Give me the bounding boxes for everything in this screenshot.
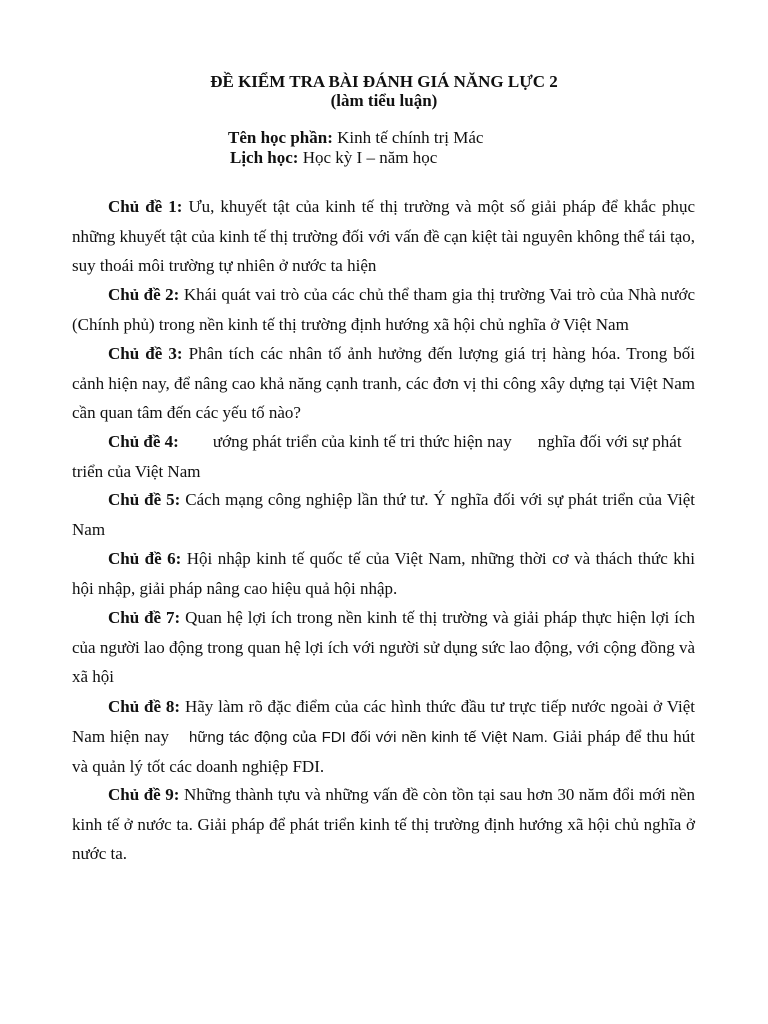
topic-text: Quan hệ lợi ích trong nền kinh tế thị trường và giải pháp thực hiện lợi ích của người lao động trong quan hệ lợi ích với người sử dụng sức lao động, với cộng đồng và xã hội	[72, 608, 695, 686]
topic-5	[72, 485, 695, 544]
topic-text-a: Hãy làm rõ đặc điểm của các hình thức đầu tư trực tiếp nước ngoài ở Việt Nam hiện nay	[72, 697, 695, 746]
topic-1	[72, 192, 695, 281]
topic-7	[72, 603, 695, 692]
topic-label: Chủ đề 4:	[108, 432, 179, 451]
topic-label: Chủ đề 3:	[108, 344, 183, 363]
schedule-line	[230, 148, 437, 168]
topic-6	[72, 544, 695, 603]
course-label: Tên học phần:	[228, 128, 333, 147]
topic-3	[72, 339, 695, 428]
topic-text: Cách mạng công nghiệp lần thứ tư. Ý nghĩa đối với sự phát triển của Việt Nam	[72, 490, 696, 539]
topic-4	[72, 427, 695, 486]
topic-text-b: nghĩa đối với sự phát triển của Việt Nam	[72, 432, 682, 481]
schedule-value: Học kỳ I – năm học	[302, 148, 438, 167]
course-value: Kinh tế chính trị Mác	[337, 128, 484, 147]
topic-8	[72, 692, 695, 782]
topic-label: Chủ đề 5:	[108, 490, 181, 509]
topic-label: Chủ đề 8:	[108, 697, 181, 716]
topic-text: Phân tích các nhân tố ảnh hưởng đến lượng giá trị hàng hóa. Trong bối cảnh hiện nay, để nâng cao khả năng cạnh tranh, các đơn vị thi công xây dựng tại Việt Nam cần quan tâm đến các yếu tố nào?	[72, 344, 696, 422]
topic-label: Chủ đề 1:	[108, 197, 183, 216]
topic-text-c: Giải pháp để thu hút và quản lý tốt các doanh nghiệp FDI.	[72, 726, 696, 776]
document-subtitle: (làm tiểu luận)	[330, 91, 438, 110]
topic-text: Ưu, khuyết tật của kinh tế thị trường và một số giải pháp để khắc phục những khuyết tật của kinh tế thị trường đối với vấn đề cạn kiệt tài nguyên không thể tái tạo, suy thoái môi trường tự nhiên ở nước ta hiện	[72, 197, 695, 275]
topic-label: Chủ đề 6:	[108, 549, 182, 568]
topic-2	[72, 280, 695, 339]
course-line	[228, 128, 483, 148]
topic-label: Chủ đề 2:	[108, 285, 180, 304]
topic-text-a: ướng phát triển của kinh tế tri thức hiện nay	[212, 432, 512, 451]
topic-9	[72, 780, 695, 869]
topic-text: Khái quát vai trò của các chủ thể tham gia thị trường Vai trò của Nhà nước (Chính phủ) trong nền kinh tế thị trường định hướng xã hội chủ nghĩa ở Việt Nam	[72, 285, 695, 334]
document-title: ĐỀ KIỂM TRA BÀI ĐÁNH GIÁ NĂNG LỰC 2	[210, 72, 558, 91]
topic-text-b: hững tác động của FDI đối với nền kinh tế Việt Nam.	[189, 728, 548, 746]
topic-text: Những thành tựu và những vấn đề còn tồn tại sau hơn 30 năm đổi mới nền kinh tế ở nước ta. Giải pháp để phát triển kinh tế thị trường định hướng xã hội chủ nghĩa ở nước ta.	[72, 785, 695, 863]
schedule-label: Lịch học:	[230, 148, 299, 167]
topic-label: Chủ đề 7:	[108, 608, 181, 627]
topic-text: Hội nhập kinh tế quốc tế của Việt Nam, những thời cơ và thách thức khi hội nhập, giải pháp nâng cao hiệu quả hội nhập.	[72, 549, 695, 598]
topic-label: Chủ đề 9:	[108, 785, 180, 804]
